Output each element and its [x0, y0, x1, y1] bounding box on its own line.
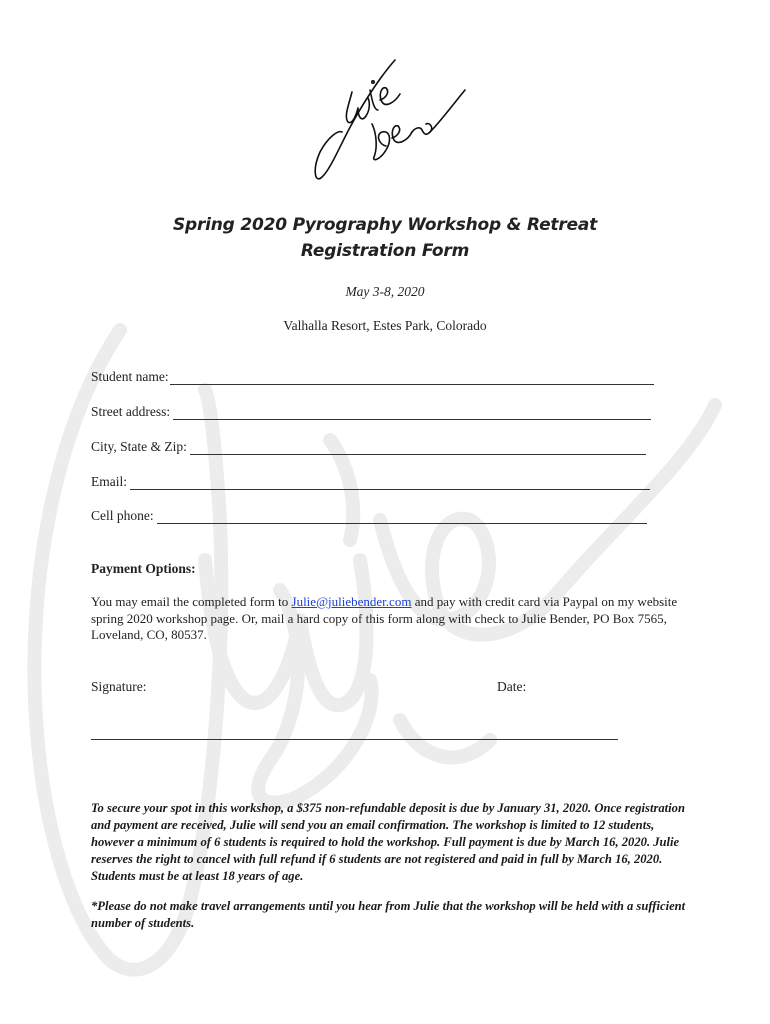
student-name-label: Student name: [91, 369, 169, 384]
cell-phone-line[interactable] [157, 510, 647, 524]
payment-instructions [91, 594, 691, 644]
workshop-dates: May 3-8, 2020 [345, 284, 425, 299]
email-line[interactable] [130, 476, 650, 490]
street-address-line[interactable] [173, 406, 651, 420]
deposit-notice: To secure your spot in this workshop, a $375 non-refundable deposit is due by January 31, 2020. Once registration and payment are received, Julie will send you an email confirmation. The workshop is limited to 12 students, however a minimum of 6 students is required to hold the workshop. Full payment is due by March 16, 2020. Julie reserves the right to cancel with full refund if 6 students are not registered and paid in full by March 16, 2020. Students must be at least 18 years of age. [91, 801, 685, 883]
cell-phone-label: Cell phone: [91, 508, 154, 523]
student-name-field[interactable] [91, 369, 654, 385]
workshop-venue: Valhalla Resort, Estes Park, Colorado [283, 318, 487, 333]
student-name-line[interactable] [170, 371, 654, 385]
city-state-zip-label: City, State & Zip: [91, 439, 187, 454]
date-label: Date: [497, 679, 527, 694]
julie-bender-signature-logo [300, 52, 470, 187]
travel-notice: *Please do not make travel arrangements until you hear from Julie that the workshop will be held with a sufficient number of students. [91, 899, 686, 930]
payment-options-heading: Payment Options: [91, 561, 196, 576]
signature-line[interactable] [91, 739, 618, 740]
form-title-line1: Spring 2020 Pyrography Workshop & Retreat [172, 215, 598, 235]
payment-text-before: You may email the completed form to [91, 594, 292, 609]
email-field[interactable] [91, 474, 650, 490]
street-address-field[interactable] [91, 404, 651, 420]
email-label: Email: [91, 474, 127, 489]
signature-label: Signature: [91, 679, 147, 694]
payment-text-after: and pay with credit card via Paypal on my website spring 2020 workshop page. Or, mail a hard copy of this form along with check to Julie Bender, PO Box 7565, Loveland, CO, 80537. [91, 594, 678, 642]
city-state-zip-line[interactable] [190, 441, 646, 455]
form-title-line2: Registration Form [300, 241, 470, 261]
city-state-zip-field[interactable] [91, 439, 646, 455]
email-link[interactable]: Julie@juliebender.com [291, 594, 412, 609]
street-address-label: Street address: [91, 404, 171, 419]
cell-phone-field[interactable] [91, 508, 647, 524]
